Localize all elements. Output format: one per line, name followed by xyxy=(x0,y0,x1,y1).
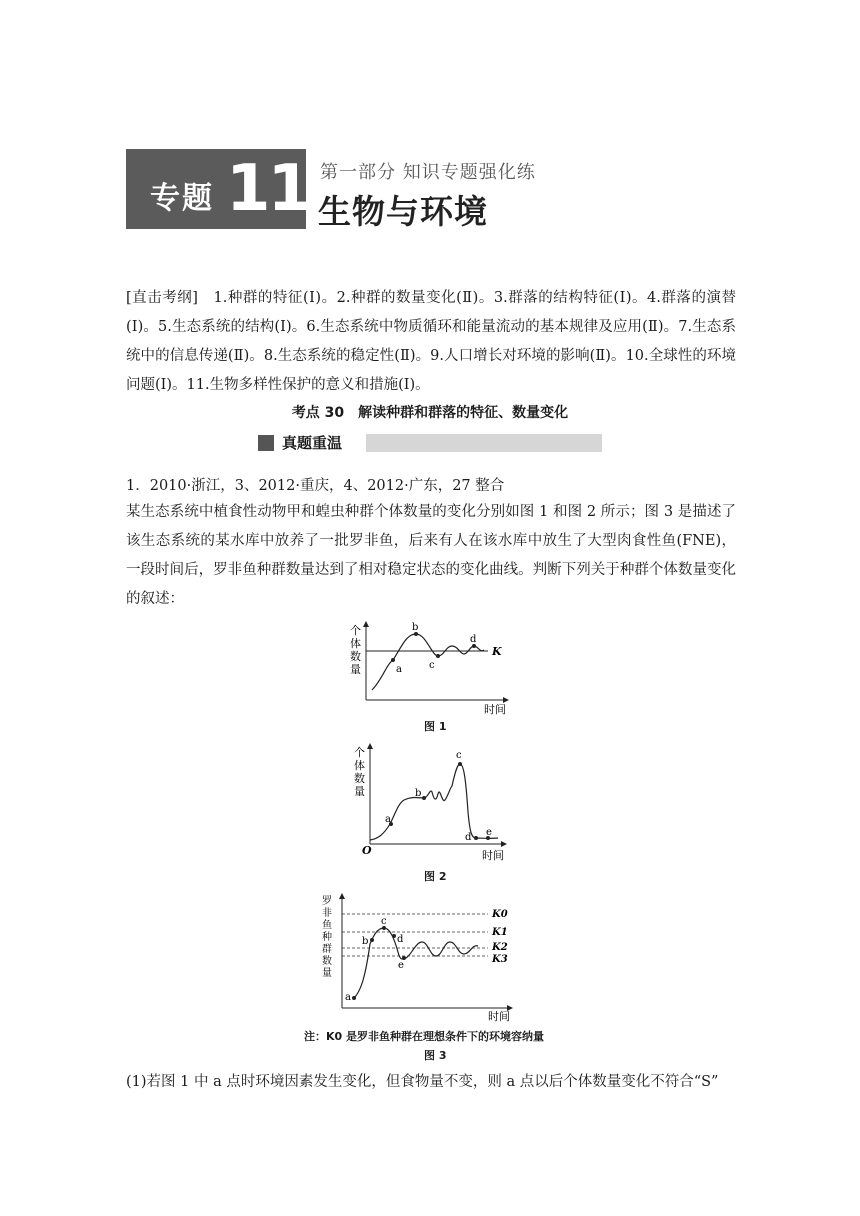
fig1-label-d: d xyxy=(470,634,477,645)
fig1-ylabel-1: 个 xyxy=(350,624,361,637)
fig2-label-a: a xyxy=(385,814,391,825)
fig2-ylabel-1: 个 xyxy=(354,746,365,759)
question-sub1: (1)若图 1 中 a 点时环境因素发生变化，但食物量不变，则 a 点以后个体数量变化不符合“S” xyxy=(126,1074,719,1090)
fig2-point-d xyxy=(474,836,478,840)
fig1-ylabel-3: 数 xyxy=(350,650,361,663)
chapter-title: 生物与环境 xyxy=(318,192,488,231)
fig3-ylabel-5: 群 xyxy=(322,944,332,955)
fig1-point-c xyxy=(436,654,440,658)
part-title: 第一部分 知识专题强化练 xyxy=(320,162,536,183)
fig1-k-label: K xyxy=(492,645,502,658)
fig1-label-c: c xyxy=(429,660,435,671)
fig3-label-e: e xyxy=(398,960,404,971)
fig3-ylabel-1: 罗 xyxy=(322,896,332,907)
fig3-k2-label: K2 xyxy=(492,942,508,953)
fig2-ylabel-2: 体 xyxy=(354,759,365,772)
figure-1 xyxy=(346,620,516,716)
fig2-origin: O xyxy=(362,844,372,857)
fig3-point-a xyxy=(352,996,356,1000)
fig2-ylabel-4: 量 xyxy=(354,785,365,798)
question-head: 1．2010·浙江，3、2012·重庆，4、2012·广东，27 整合 xyxy=(126,478,505,494)
fig3-note: 注：K0 是罗非鱼种群在理想条件下的环境容纳量 xyxy=(304,1030,545,1043)
fig1-ylabel-2: 体 xyxy=(350,637,361,650)
fig3-ylabel-4: 种 xyxy=(322,932,332,943)
fig1-xlabel: 时间 xyxy=(484,703,506,716)
fig1-label-b: b xyxy=(412,622,419,633)
fig2-xlabel: 时间 xyxy=(482,849,504,862)
fig3-k1-label: K1 xyxy=(492,927,508,938)
fig1-curve xyxy=(372,634,484,690)
fig3-point-d xyxy=(392,934,396,938)
question-body: 某生态系统中植食性动物甲和蝗虫种群个体数量的变化分别如图 1 和图 2 所示；图 3 是描述了该生态系统的某水库中放养了一批罗非鱼，后来有人在该水库中放生了大型肉食性鱼(FNE)，一段时间后，罗非鱼种群数量达到了相对稳定状态的变化曲线。判断下列关于种群个体数量变化的叙述： xyxy=(126,504,736,607)
badge-label: 专题 xyxy=(150,181,214,216)
fig3-xlabel: 时间 xyxy=(488,1010,510,1022)
fig3-caption: 图 3 xyxy=(424,1049,447,1062)
section-bar xyxy=(366,434,602,452)
fig3-label-a: a xyxy=(345,992,351,1003)
fig2-caption: 图 2 xyxy=(424,870,447,883)
fig3-ylabel-3: 鱼 xyxy=(322,920,332,931)
fig2-label-c: c xyxy=(456,750,462,761)
fig2-label-b: b xyxy=(415,788,422,799)
fig3-label-d: d xyxy=(397,934,404,945)
fig2-label-e: e xyxy=(486,827,492,838)
fig2-point-b xyxy=(422,796,426,800)
fig3-k0-label: K0 xyxy=(492,909,508,920)
fig3-ylabel-6: 数 xyxy=(322,956,332,967)
figure-2 xyxy=(352,742,512,864)
fig3-label-c: c xyxy=(381,916,387,927)
fig2-ylabel-3: 数 xyxy=(354,772,365,785)
fig3-ylabel-7: 量 xyxy=(322,968,332,979)
outline-paragraph: [直击考纲] 1.种群的特征(Ⅰ)。2.种群的数量变化(Ⅱ)。3.群落的结构特征(Ⅰ)。4.群落的演替(Ⅰ)。5.生态系统的结构(Ⅰ)。6.生态系统中物质循环和能量流动的基本规律及应用(Ⅱ)。7.生态系统中的信息传递(Ⅱ)。8.生态系统的稳定性(Ⅱ)。9.人口增长对环境的影响(Ⅱ)。10.全球性的环境问题(Ⅰ)。11.生物多样性保护的意义和措施(Ⅰ)。 xyxy=(126,290,736,393)
section-square-icon xyxy=(258,435,274,451)
fig3-label-b: b xyxy=(362,936,369,947)
fig2-label-d: d xyxy=(465,832,472,843)
kaodian-heading: 考点 30 解读种群和群落的特征、数量变化 xyxy=(291,405,569,421)
badge-number: 11 xyxy=(226,152,310,226)
fig3-ylabel-2: 非 xyxy=(322,908,332,919)
chapter-badge xyxy=(126,149,310,229)
figure-3 xyxy=(320,892,520,1022)
fig3-point-b xyxy=(370,938,374,942)
fig2-point-c xyxy=(458,762,462,766)
section-label: 真题重温 xyxy=(282,434,343,452)
fig3-k3-label: K3 xyxy=(492,954,508,965)
fig1-ylabel-4: 量 xyxy=(350,663,361,676)
fig1-point-a xyxy=(391,658,395,662)
fig1-label-a: a xyxy=(396,664,402,675)
fig1-caption: 图 1 xyxy=(424,720,447,733)
fig2-curve xyxy=(370,764,498,840)
